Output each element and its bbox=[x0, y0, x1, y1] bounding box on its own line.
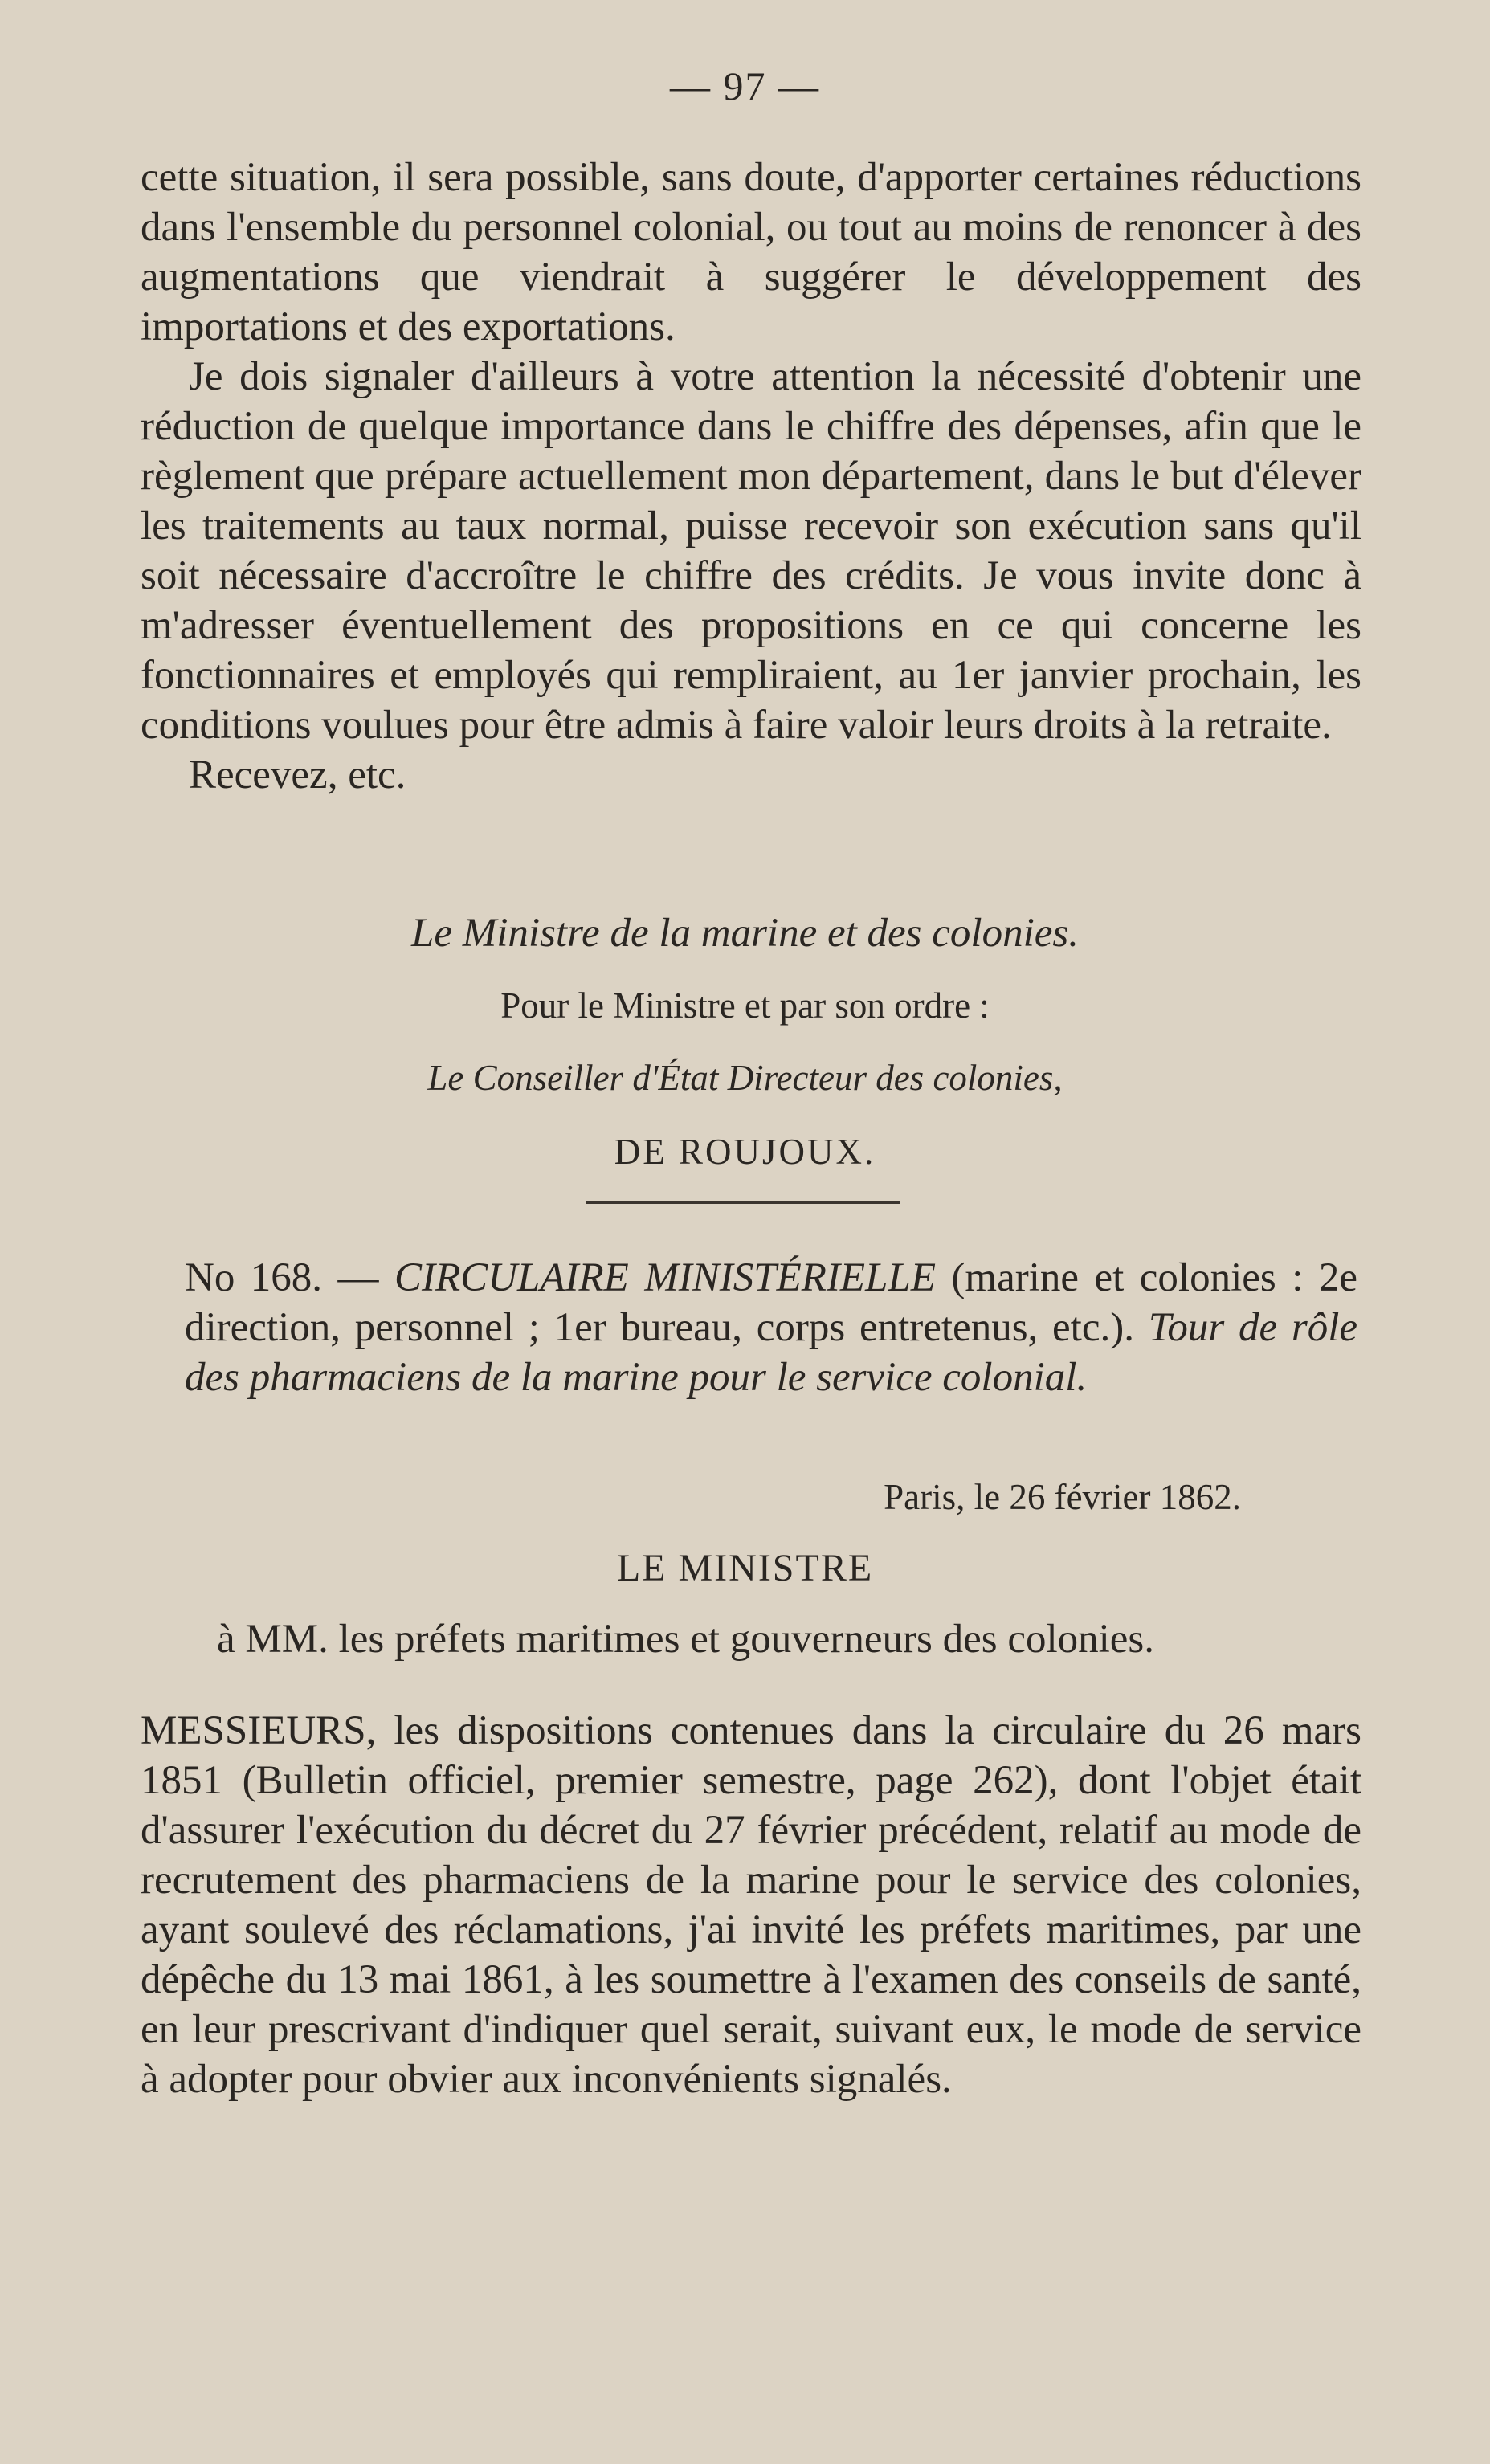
minister-heading: LE MINISTRE bbox=[616, 1547, 874, 1589]
addressee: à MM. les préfets maritimes et gouverneurs des colonies. bbox=[217, 1617, 1155, 1662]
page-number: — 97 — bbox=[670, 63, 820, 108]
closing-formula: Recevez, etc. bbox=[189, 753, 406, 798]
paragraph-1: cette situation, il sera possible, sans doute, d'apporter certaines réductions dans l'ensemble du personnel colonial, ou tout au moins de renoncer à des augmentations que viendrait à suggérer le développement des importations et des exportations. bbox=[141, 155, 1361, 349]
signature-name: DE ROUJOUX. bbox=[614, 1132, 876, 1172]
signature-minister: Le Ministre de la marine et des colonies. bbox=[411, 911, 1079, 956]
place-date: Paris, le 26 février 1862. bbox=[884, 1477, 1241, 1517]
signature-title: Le Conseiller d'État Directeur des colonies, bbox=[427, 1058, 1063, 1098]
circular-number: No 168. bbox=[185, 1255, 323, 1300]
circular-title: CIRCULAIRE MINISTÉRIELLE bbox=[394, 1255, 936, 1300]
signature-order: Pour le Ministre et par son ordre : bbox=[500, 985, 990, 1026]
circular-heading bbox=[185, 1253, 1357, 1402]
circular-body bbox=[141, 1706, 1361, 2104]
paragraph-2: Je dois signaler d'ailleurs à votre attention la nécessité d'obtenir une réduction de quelque importance dans le chiffre des dépenses, afin que le règlement que prépare actuellement mon département, dans le but d'élever les traitements au taux normal, puisse recevoir son exécution sans qu'il soit nécessaire d'accroître le chiffre des crédits. Je vous invite donc à m'adresser éventuellement des propositions en ce qui concerne les fonctionnaires et employés qui rempliraient, au 1er janvier prochain, les conditions voulues pour être admis à faire valoir leurs droits à la retraite. bbox=[141, 354, 1361, 748]
circular-paragraph: MESSIEURS, les dispositions contenues dans la circulaire du 26 mars 1851 (Bulletin officiel, premier semestre, page 262), dont l'objet était d'assurer l'exécution du décret du 27 février précédent, relatif au mode de recrutement des pharmaciens de la marine pour le service des colonies, ayant soulevé des réclamations, j'ai invité les préfets maritimes, par une dépêche du 13 mai 1861, à les soumettre à l'examen des conseils de santé, en leur prescrivant d'indiquer quel serait, suivant eux, le mode de service à adopter pour obvier aux inconvénients signalés. bbox=[141, 1708, 1361, 2102]
letter-continuation bbox=[141, 153, 1361, 800]
circular-subject: Tour de rôle des pharmaciens de la marine pour le service colonial. bbox=[185, 1305, 1358, 1400]
circular-subtitle: (marine et colonies : 2e direction, personnel ; 1er bureau, corps entretenus, etc.). bbox=[185, 1255, 1358, 1350]
section-divider bbox=[586, 1201, 900, 1204]
circular-dash: — bbox=[337, 1255, 379, 1300]
